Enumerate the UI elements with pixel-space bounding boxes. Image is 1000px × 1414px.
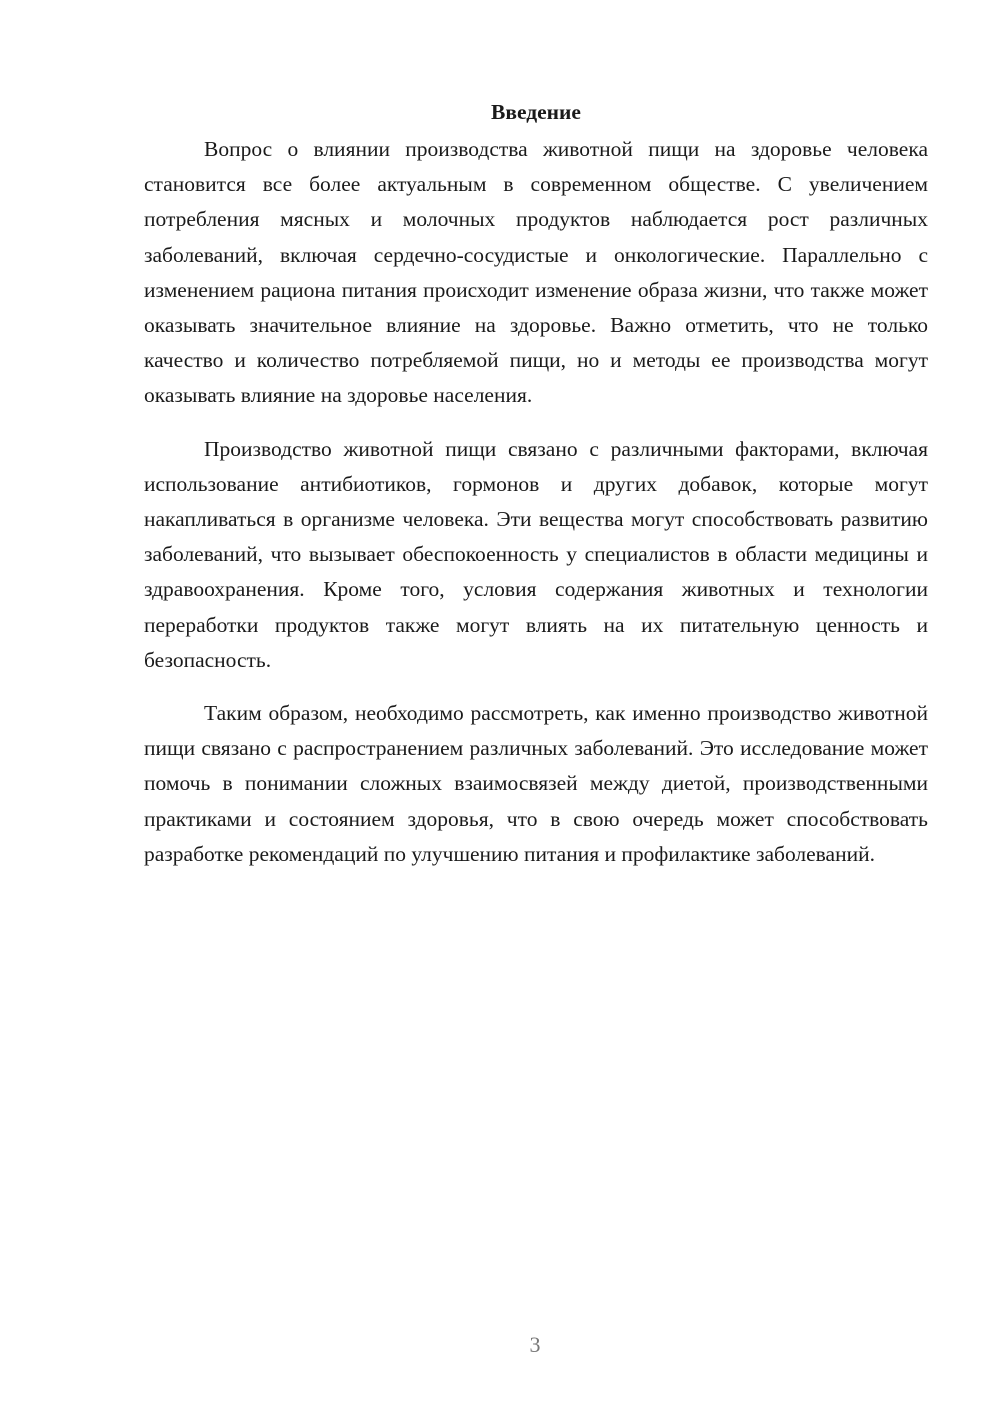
paragraph-2: Производство животной пищи связано с различными факторами, включая использование антибиотиков, гормонов и других добавок, которые могут накапливаться в организме человека. Эти вещества могут способствовать развитию заболеваний, что вызывает обеспокоенность у специалистов в области медицины и здравоохранения. Кроме того, условия содержания животных и технологии переработки продуктов также могут влиять на их питательную ценность и безопасность.: [144, 436, 928, 672]
page-number: 3: [529, 1332, 541, 1357]
page-content: [144, 96, 928, 890]
paragraph-1: Вопрос о влиянии производства животной пищи на здоровье человека становится все более актуальным в современном обществе. С увеличением потребления мясных и молочных продуктов наблюдается рост различных заболеваний, включая сердечно-сосудистые и онкологические. Параллельно с изменением рациона питания происходит изменение образа жизни, что также может оказывать значительное влияние на здоровье. Важно отметить, что не только качество и количество потребляемой пищи, но и методы ее производства могут оказывать влияние на здоровье населения.: [144, 137, 928, 408]
section-title: Введение: [491, 100, 581, 124]
paragraph-3: Таким образом, необходимо рассмотреть, как именно производство животной пищи связано с распространением различных заболеваний. Это исследование может помочь в понимании сложных взаимосвязей между диетой, производственными практиками и состоянием здоровья, что в свою очередь может способствовать разработке рекомендаций по улучшению питания и профилактике заболеваний.: [144, 701, 928, 866]
